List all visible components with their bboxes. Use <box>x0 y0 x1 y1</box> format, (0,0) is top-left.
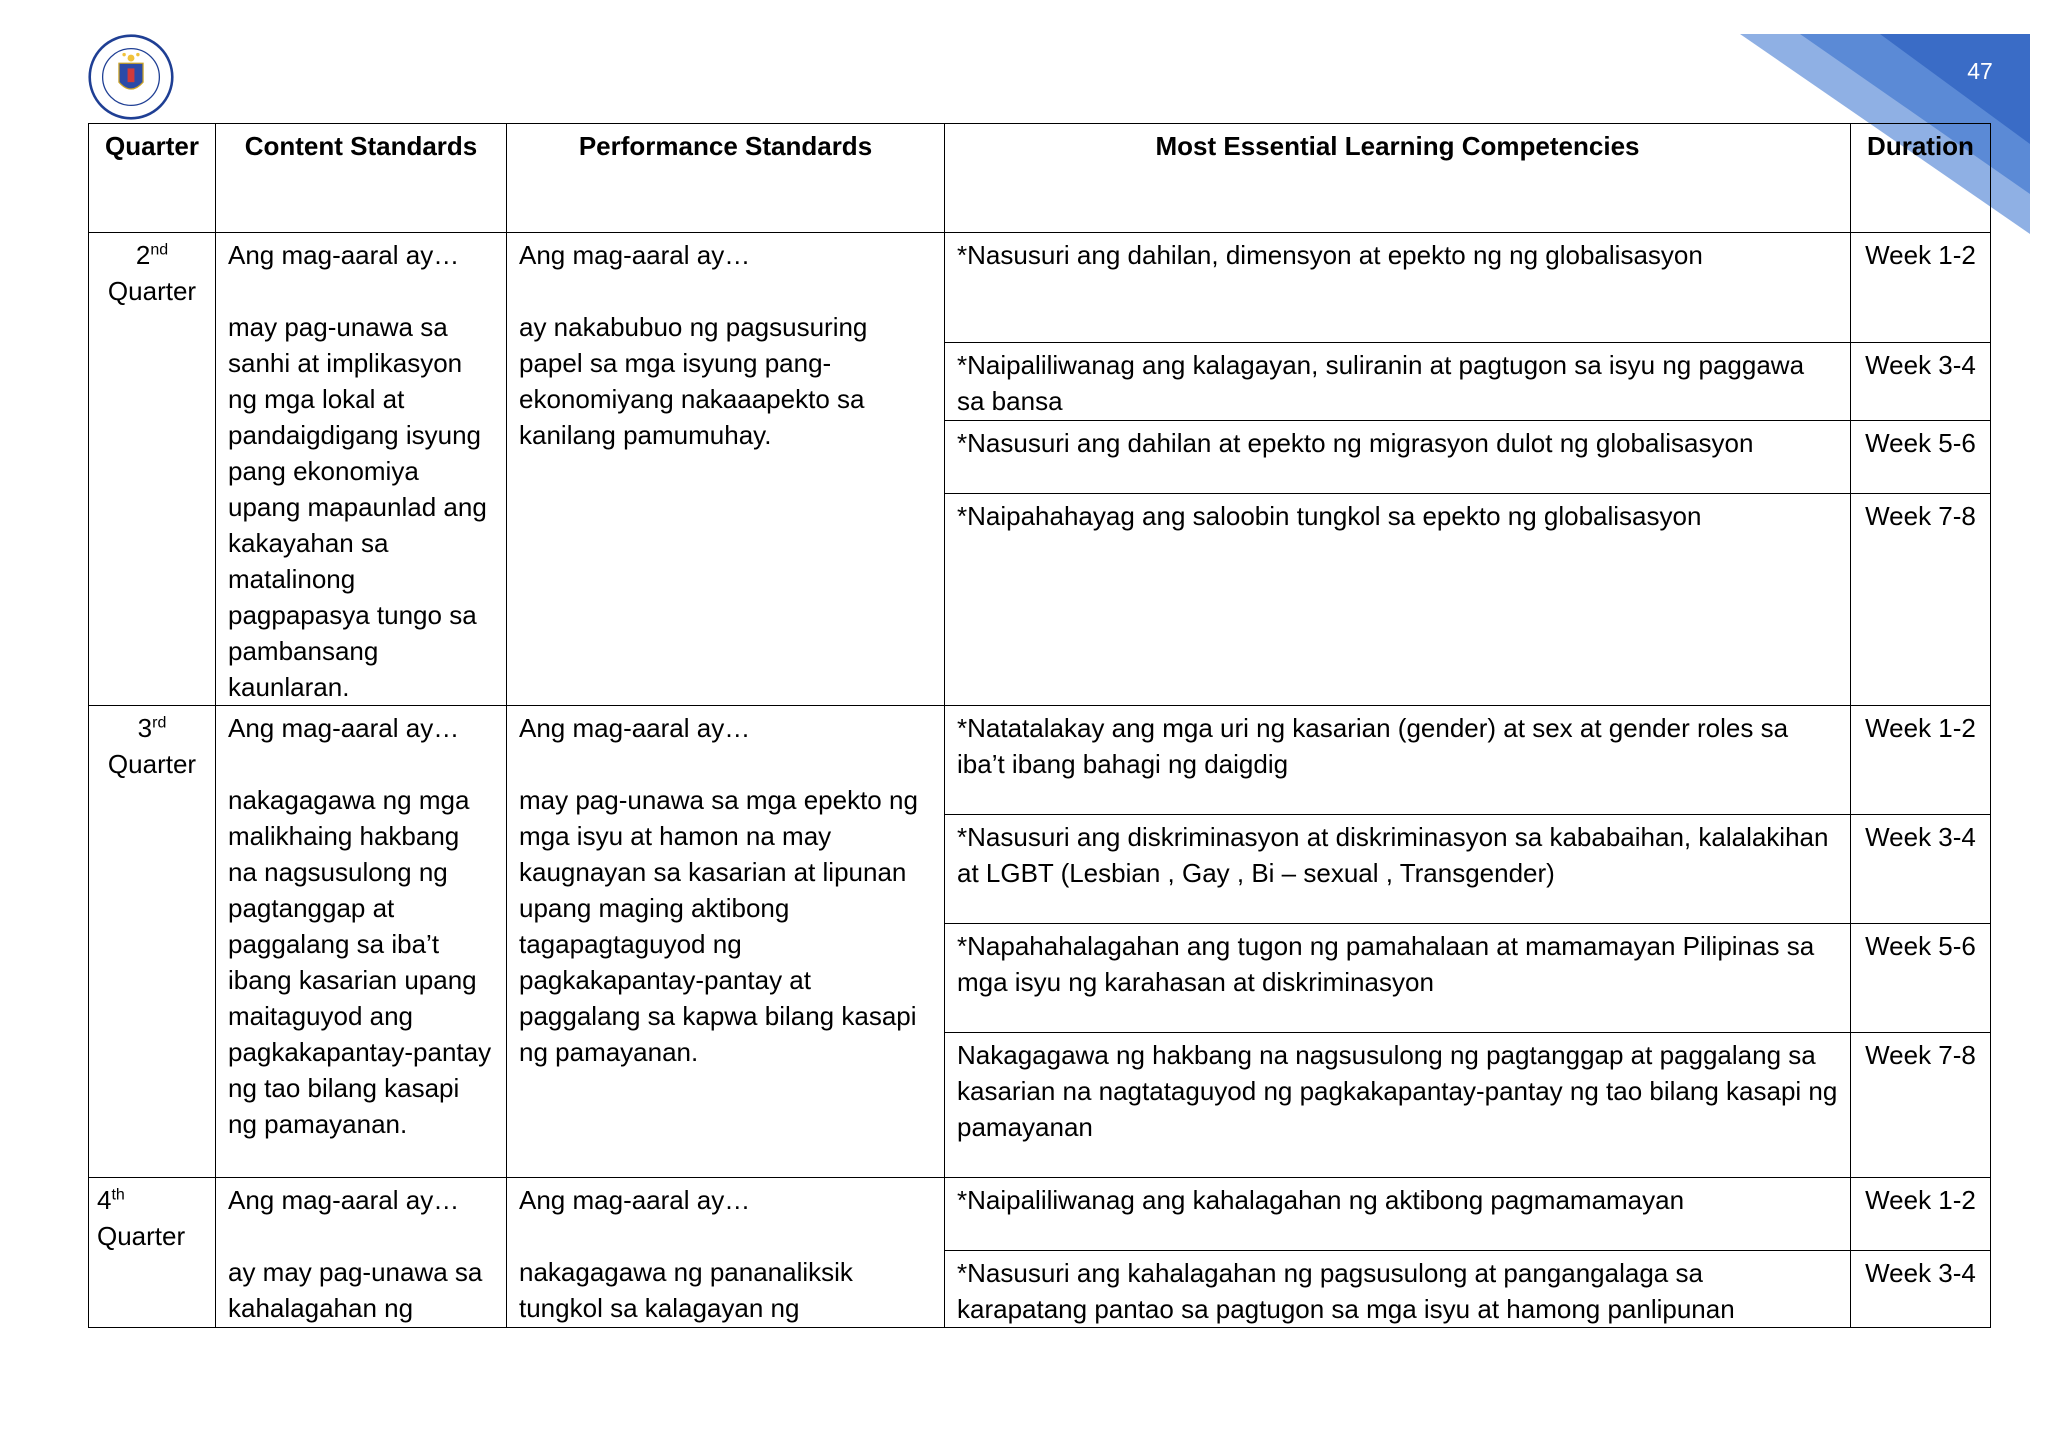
duration-cell: Week 5-6 <box>1851 924 1991 1033</box>
quarter-suffix: th <box>111 1186 125 1204</box>
header-performance-standards: Performance Standards <box>507 124 945 233</box>
duration-cell: Week 3-4 <box>1851 342 1991 420</box>
page-number: 47 <box>1967 58 1993 84</box>
content-standard-cell <box>216 706 507 1178</box>
content-body: may pag-unawa sa sanhi at implikasyon ng mga lokal at pandaigdigang isyung pang ekonomiya upang mapaunlad ang kakayahan sa matalinong pagpapasya tungo sa pambansang kaunlaran. <box>228 312 487 702</box>
table-row <box>89 706 1991 815</box>
quarter-label: Quarter <box>97 1221 186 1251</box>
quarter-cell <box>89 1178 216 1328</box>
deped-seal-icon <box>88 34 174 120</box>
competency-cell: *Nasusuri ang diskriminasyon at diskriminasyon sa kababaihan, kalalakihan at LGBT (Lesbian , Gay , Bi – sexual , Transgender) <box>945 815 1851 924</box>
competency-cell: *Naipaliliwanag ang kahalagahan ng aktibong pagmamamayan <box>945 1178 1851 1251</box>
header-duration: Duration <box>1851 124 1991 233</box>
content-intro: Ang mag-aaral ay… <box>228 713 460 743</box>
quarter-label: Quarter <box>107 276 197 306</box>
duration-cell: Week 5-6 <box>1851 420 1991 494</box>
duration-cell: Week 3-4 <box>1851 1251 1991 1328</box>
quarter-label: Quarter <box>107 749 197 779</box>
table-row <box>89 233 1991 343</box>
competency-cell: *Nasusuri ang kahalagahan ng pagsusulong at pangangalaga sa karapatang pantao sa pagtugon sa mga isyu at hamong panlipunan <box>945 1251 1851 1328</box>
performance-intro: Ang mag-aaral ay… <box>519 713 751 743</box>
quarter-number: 3 <box>137 713 153 743</box>
content-intro: Ang mag-aaral ay… <box>228 240 460 270</box>
duration-cell: Week 1-2 <box>1851 233 1991 343</box>
quarter-cell <box>89 706 216 1178</box>
curriculum-table <box>88 123 1991 1328</box>
competency-cell: *Natatalakay ang mga uri ng kasarian (gender) at sex at gender roles sa iba’t ibang bahagi ng daigdig <box>945 706 1851 815</box>
header-melc: Most Essential Learning Competencies <box>945 124 1851 233</box>
performance-intro: Ang mag-aaral ay… <box>519 1185 751 1215</box>
competency-cell: *Nasusuri ang dahilan at epekto ng migrasyon dulot ng globalisasyon <box>945 420 1851 494</box>
quarter-number: 4 <box>97 1185 112 1215</box>
quarter-suffix: nd <box>150 241 169 259</box>
performance-body: nakagagawa ng pananaliksik tungkol sa kalagayan ng <box>519 1257 853 1323</box>
quarter-suffix: rd <box>152 714 167 732</box>
content-standard-cell <box>216 1178 507 1328</box>
duration-cell: Week 3-4 <box>1851 815 1991 924</box>
duration-cell: Week 1-2 <box>1851 706 1991 815</box>
content-body: ay may pag-unawa sa kahalagahan ng <box>228 1257 483 1323</box>
quarter-cell <box>89 233 216 706</box>
content-intro: Ang mag-aaral ay… <box>228 1185 460 1215</box>
header-quarter: Quarter <box>89 124 216 233</box>
performance-standard-cell <box>507 233 945 706</box>
competency-cell: Nakagagawa ng hakbang na nagsusulong ng pagtanggap at paggalang sa kasarian na nagtataguyod ng pagkakapantay-pantay ng tao bilang kasapi ng pamayanan <box>945 1033 1851 1178</box>
table-row <box>89 1178 1991 1251</box>
competency-cell: *Naipahahayag ang saloobin tungkol sa epekto ng globalisasyon <box>945 494 1851 706</box>
duration-cell: Week 7-8 <box>1851 494 1991 706</box>
performance-body: may pag-unawa sa mga epekto ng mga isyu at hamon na may kaugnayan sa kasarian at lipunan upang maging aktibong tagapagtaguyod ng pagkakapantay-pantay at paggalang sa kapwa bilang kasapi ng pamayanan. <box>519 785 918 1067</box>
performance-intro: Ang mag-aaral ay… <box>519 240 751 270</box>
competency-cell: *Napahahalagahan ang tugon ng pamahalaan at mamamayan Pilipinas sa mga isyu ng karahasan at diskriminasyon <box>945 924 1851 1033</box>
duration-cell: Week 7-8 <box>1851 1033 1991 1178</box>
content-standard-cell <box>216 233 507 706</box>
performance-standard-cell <box>507 706 945 1178</box>
header-row <box>89 124 1991 233</box>
quarter-number: 2 <box>135 240 151 270</box>
duration-cell: Week 1-2 <box>1851 1178 1991 1251</box>
content-body: nakagagawa ng mga malikhaing hakbang na nagsusulong ng pagtanggap at paggalang sa iba’t ibang kasarian upang maitaguyod ang pagkakapantay-pantay ng tao bilang kasapi ng pamayanan. <box>228 785 492 1139</box>
competency-cell: *Nasusuri ang dahilan, dimensyon at epekto ng ng globalisasyon <box>945 233 1851 343</box>
performance-body: ay nakabubuo ng pagsusuring papel sa mga isyung pang-ekonomiyang nakaaapekto sa kanilang pamumuhay. <box>519 312 868 450</box>
performance-standard-cell <box>507 1178 945 1328</box>
competency-cell: *Naipaliliwanag ang kalagayan, suliranin at pagtugon sa isyu ng paggawa sa bansa <box>945 342 1851 420</box>
header-content-standards: Content Standards <box>216 124 507 233</box>
